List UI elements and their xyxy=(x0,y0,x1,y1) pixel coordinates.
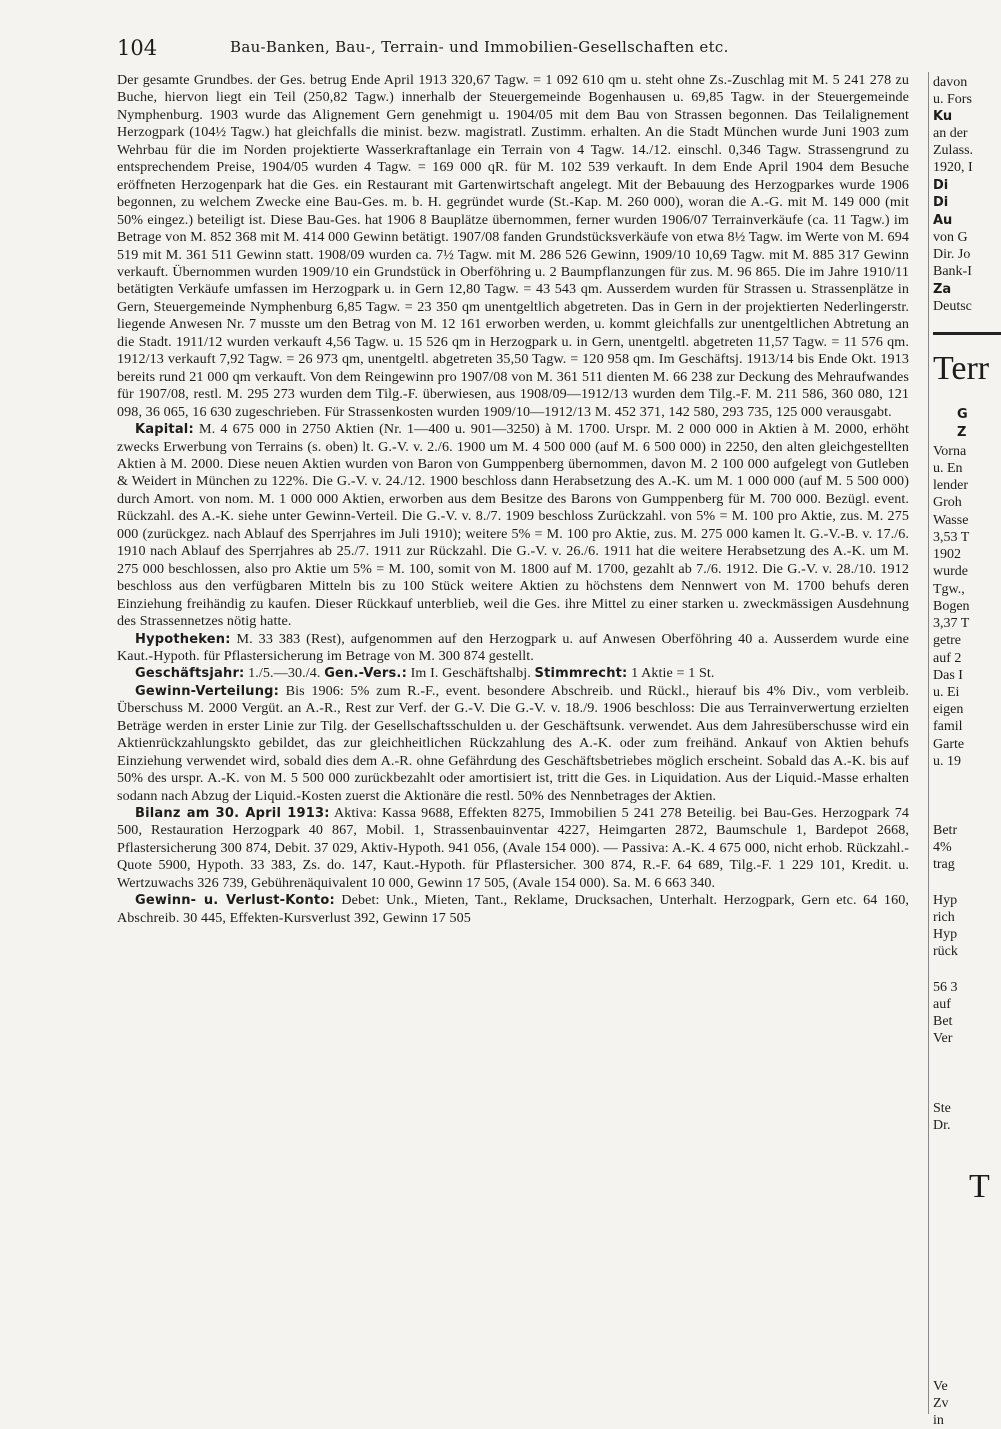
edge-line: Au xyxy=(933,213,953,228)
edge-line: Za xyxy=(933,282,952,297)
edge-line: Bogen xyxy=(933,599,970,614)
edge-line: Deutsc xyxy=(933,299,972,314)
page-number: 104 xyxy=(117,36,158,60)
edge-line: Di xyxy=(933,195,949,210)
edge-line: Dr. xyxy=(933,1118,951,1133)
edge-line: 4% xyxy=(933,840,952,855)
edge-line: 3,53 T xyxy=(933,530,970,545)
edge-rule xyxy=(933,332,1001,335)
edge-line: Groh xyxy=(933,495,962,510)
edge-line: Bank-I xyxy=(933,264,972,279)
edge-line: Betr xyxy=(933,823,958,838)
gv-paragraph xyxy=(117,892,909,927)
gv-label: Gewinn- u. Verlust-Konto: xyxy=(135,893,335,909)
edge-line: Das I xyxy=(933,668,963,683)
edge-line: Ku xyxy=(933,109,953,124)
edge-line: Ste xyxy=(933,1101,951,1116)
edge-line: Bet xyxy=(933,1014,953,1029)
edge-line: Hyp xyxy=(933,927,958,942)
edge-line: u. Ei xyxy=(933,685,960,700)
main-column xyxy=(117,72,909,927)
geschaeftsjahr-paragraph xyxy=(117,665,909,682)
gv-text: Debet: Unk., Mieten, Tant., Reklame, Drucksachen, Unterhalt. Herzogpark, Gern etc. 64 160, Abschreib. 30 445, Effekten-Kursverlust 392, Gewinn 17 505 xyxy=(117,892,909,926)
edge-line: eigen xyxy=(933,702,964,717)
kapital-text: M. 4 675 000 in 2750 Aktien (Nr. 1—400 u. 901—3250) à M. 1700. Urspr. M. 2 000 000 in Aktien à M. 2000, erhöht zwecks Erwerbung von Terrains (s. oben) lt. G.-V. v. 2./6. 1900 um M. 4 500 000 (auf M. 6 500 000) in 2250, den alten gleichgestellten Aktien à M. 2000. Diese neuen Aktien wurden von Baron von Gumppenberg übernommen, davon M. 2 100 000 aufgelegt von Gutleben & Weidert in München zu 122%. Die G.-V. v. 24./12. 1900 beschloss dann Herabsetzung des A.-K. um M. 1 000 000 (auf M. 5 500 000) durch Amort. von nom. M. 1 000 000 Aktien, erworben aus dem Besitze des Barons von Gumppenberg für M. 700 000. Bezügl. event. Rückzahl. des A.-K. siehe unter Gewinn-Verteil. Die G.-V. v. 8./7. 1909 beschloss Zurückzahl. von 5% = M. 100 pro Aktie, zus. M. 275 000 (zurückgez. nach Ablauf des Sperrjahres im Juli 1910); weitere 5% = M. 100 pro Aktie, zus. M. 275 000 kamen lt. G.-V.-B. v. 17./6. 1910 nach Ablauf des Sperrjahres ab 25./7. 1911 zur Rückzahl. Die G.-V. v. 26./6. 1911 hat die weitere Herabsetzung des A.-K. um M. 275 000 beschlossen, also pro Aktie um 5% = M. 100, somit von M. 1800 auf M. 1700, gezahlt ab 7./6. 1912. Die G.-V. v. 28./10. 1912 beschloss aus den verfügbaren Mitteln bis zu 100 Stück weitere Aktien zu höchstens dem Nennwert von M. 1700 behufs deren Einziehung freihändig zu kaufen. Dieser Rückkauf unterblieb, weil die Ges. ihre Mittel zu einer starken u. zweckmässigen Ausdehnung des Strassennetzes nötig hatte. xyxy=(117,421,909,630)
edge-line: in xyxy=(933,1413,944,1428)
edge-line: auf 2 xyxy=(933,651,962,666)
edge-line: Zv xyxy=(933,1396,949,1411)
hypotheken-text: M. 33 383 (Rest), aufgenommen auf den Herzogpark u. auf Anwesen Oberföhring 40 a. Ausserdem wurde eine Kaut.-Hypoth. für Pflastersicherung im Betrage von M. 300 874 gestellt. xyxy=(117,630,909,664)
edge-line: Zulass. xyxy=(933,143,974,158)
genvers-text: Im I. Geschäftshalbj. xyxy=(410,665,531,682)
geschaeftsjahr-text: 1./5.—30./4. xyxy=(248,665,321,682)
edge-line: rück xyxy=(933,944,958,959)
edge-line: 1902 xyxy=(933,547,961,562)
bilanz-label: Bilanz am 30. April 1913: xyxy=(135,806,330,822)
edge-line: Ve xyxy=(933,1379,948,1394)
land-holdings-paragraph: Der gesamte Grundbes. der Ges. betrug Ende April 1913 320,67 Tagw. = 1 092 610 qm u. steht ohne Zs.-Zuschlag mit M. 5 241 278 zu Buche, hiervon liegt ein Teil (250,82 Tagw.) innerhalb der Steuergemeinde Bogenhausen u. 69,85 Tagw. in der Steuergemeinde Nymphenburg. 1903 wurde das Alignement Gern genehmigt u. 1904/05 mit dem Bau von Strassen begonnen. Das Teilalignement Herzogpark (104½ Tagw.) hat gleichfalls die minist. bezw. magistratl. Zustimm. erhalten. An die Stadt München wurde Juni 1903 zum Wehrbau für die im Norden projektierte Wasserkraftanlage ein Terrain von 4 Tagw. 14./12. einschl. 0,346 Tagw. Strassengrund zu entsprechendem Preise, 1904/05 wurden 4 Tagw. = 169 000 qR. für M. 102 539 verkauft. In dem Ende April 1904 dem Besuche eröffneten Herzogenpark hat die Ges. ein Restaurant mit Gartenwirtschaft angelegt. Mit der Bebauung des Herzogparkes wurde 1906 begonnen, zu welchem Zwecke eine Bau-Ges. m. b. H. gegründet wurde (St.-Kap. M. 260 000), woran die A.-G. mit M. 149 000 (mit 50% eingez.) beteiligt ist. Diese Bau-Ges. hat 1906 8 Bauplätze übernommen, ferner wurden 1906/07 Terrainverkäufe (ca. 11 Tagw.) im Betrage von M. 852 368 mit M. 414 000 Gewinn betätigt. 1907/08 fanden Grundstücksverkäufe von etwa 8½ Tagw. im Werte von M. 694 519 mit M. 361 511 Gewinn statt. 1908/09 wurden ca. 7½ Tagw. mit M. 286 526 Gewinn, 1909/10 10,69 Tagw. mit M. 885 317 Gewinn verkauft. Übernommen wurden 1909/10 ein Grundstück in Oberföhring u. 2 Baumpflanzungen für zus. M. 96 865. Die im Jahre 1910/11 betätigten Verkäufe umfassen im Herzogpark u. in Gern 12,80 Tagw. = 43 543 qm. Ausserdem wurden für Strassen u. Strassenplätze in Gern, Steuergemeinde Nymphenburg 6,85 Tagw. = 23 350 qm unentgeltlich abgetreten. Das in Gern in der projektierten Nederlingerstr. liegende Anwesen Nr. 7 musste um den Betrag von M. 12 161 erworben werden, u. kommt gleichfalls zur unentgeltlichen Abtretung an die Stadt. 1911/12 wurden verkauft 4,56 Tagw. u. 15 526 qm in Herzogpark u. in Gern, unentgeltl. abgetreten 11,57 Tagw. = 11 576 qm. 1912/13 verkauft 7,92 Tagw. = 26 973 qm, unentgeltl. abgetreten 35,50 Tagw. = 120 958 qm. Im Geschäftsj. 1913/14 bis Ende Okt. 1913 bereits rund 21 000 qm verkauft. Von dem Reingewinn pro 1907/08 von M. 361 511 dienten M. 66 238 zur Deckung des Mehraufwandes für 1907/08, restl. M. 295 273 wurden dem Tilg.-F. überwiesen, aus 1908/09—1912/13 wurden dem Tilg.-F. M. 211 586, 360 080, 121 098, 36 065, 16 630 zugeschrieben. Für Strassenkosten wurden 1909/10—1912/13 M. 452 371, 142 580, 293 735, 125 000 verausgabt. xyxy=(117,72,909,420)
edge-section-heading: Terr xyxy=(933,350,990,387)
gewinn-paragraph xyxy=(117,683,909,805)
bilanz-text: Aktiva: Kassa 9688, Effekten 8275, Immobilien 5 241 278 Beteilig. bei Bau-Ges. Herzogpark 74 500, Restauration Herzogpark 40 867, Mobil. 1, Strassenbauinventar 4227, Heimgarten 2872, Baumschule 1, Bardepot 2668, Pflastersicherung 300 874, Debit. 37 029, Aktiv-Hypoth. 941 056, (Avale 154 000). — Passiva: A.-K. 4 675 000, nicht erhob. Rückzahl.-Quote 5900, Hypoth. 33 383, Zs. do. 147, Kaut.-Hypoth. für Pflastersicher. 300 874, R.-F. 64 689, Tilg.-F. 1 229 101, Kredit. u. Wertzuwachs 326 739, Gebührenäquivalent 10 000, Gewinn 17 505, (Avale 154 000). Sa. M. 6 663 340. xyxy=(117,805,910,891)
edge-line: G xyxy=(957,407,968,422)
edge-line: getre xyxy=(933,633,961,648)
hypotheken-paragraph xyxy=(117,631,909,666)
stimmrecht-label: Stimmrecht: xyxy=(534,666,628,682)
edge-line: davon xyxy=(933,75,968,90)
running-head: Bau-Banken, Bau-, Terrain- und Immobilien-Gesellschaften etc. xyxy=(230,38,729,56)
edge-line: Ver xyxy=(933,1031,953,1046)
edge-line: Tgw., xyxy=(933,582,965,597)
edge-line: u. Fors xyxy=(933,92,972,107)
genvers-label: Gen.-Vers.: xyxy=(324,666,407,682)
gewinn-text: Bis 1906: 5% zum R.-F., event. besondere Abschreib. und Rückl., hierauf bis 4% Div., vom verbleib. Überschuss M. 2000 Vergüt. an A.-R., Rest zur Verf. der G.-V. Die G.-V. v. 18./9. 1906 beschloss: Die aus Terrainverwertung erzielten Beträge werden in erster Linie zur Tilg. der Gesellschaftsschulden u. der Geschäftsunk. verwendet. Aus dem Jahresüberschusse wird ein Aktienrückzahlungskto gebildet, das zur gleichheitlichen Rückzahlung des A.-K. oder zum freihänd. Ankauf von Aktien behufs Einziehung verwendet wird, sobald dies dem A.-R. ohne Gefährdung des Geschäftsbetriebes möglich erscheint. Sobald das A.-K. bis auf 50% des urspr. A.-K. von M. 5 500 000 zurückbezahlt oder amortisiert ist, tritt die Ges. in Liquidation. Aus der Liquid.-Masse erhalten sodann nach Abzug der Liquid.-Kosten zuerst die Aktionäre die restl. 50% des Nennbetrages der Aktien. xyxy=(117,682,909,804)
edge-line: lender xyxy=(933,478,968,493)
geschaeftsjahr-label: Geschäftsjahr: xyxy=(135,666,245,682)
edge-line: Z xyxy=(957,425,967,440)
edge-line: Vorna xyxy=(933,444,967,459)
edge-line: Hyp xyxy=(933,893,958,908)
edge-line: Di xyxy=(933,178,949,193)
edge-line: von G xyxy=(933,230,968,245)
edge-line: 56 3 xyxy=(933,980,958,995)
edge-line: famil xyxy=(933,719,963,734)
edge-line: rich xyxy=(933,910,955,925)
edge-line: auf xyxy=(933,997,951,1012)
edge-line: trag xyxy=(933,857,955,872)
edge-line: Garte xyxy=(933,737,965,752)
edge-line: Dir. Jo xyxy=(933,247,971,262)
edge-line: 1920, I xyxy=(933,160,973,175)
edge-line: Wasse xyxy=(933,513,969,528)
gewinn-label: Gewinn-Verteilung: xyxy=(135,683,280,699)
edge-line: u. 19 xyxy=(933,754,961,769)
edge-line: 3,37 T xyxy=(933,616,970,631)
bilanz-paragraph xyxy=(117,805,909,892)
edge-line: wurde xyxy=(933,564,968,579)
adjacent-page-edge xyxy=(928,72,1001,1428)
edge-line: an der xyxy=(933,126,968,141)
edge-section-heading: T xyxy=(969,1168,990,1205)
hypotheken-label: Hypotheken: xyxy=(135,631,231,647)
kapital-paragraph xyxy=(117,421,909,630)
edge-line: u. En xyxy=(933,461,963,476)
kapital-label: Kapital: xyxy=(135,422,194,438)
stimmrecht-text: 1 Aktie = 1 St. xyxy=(631,665,715,682)
